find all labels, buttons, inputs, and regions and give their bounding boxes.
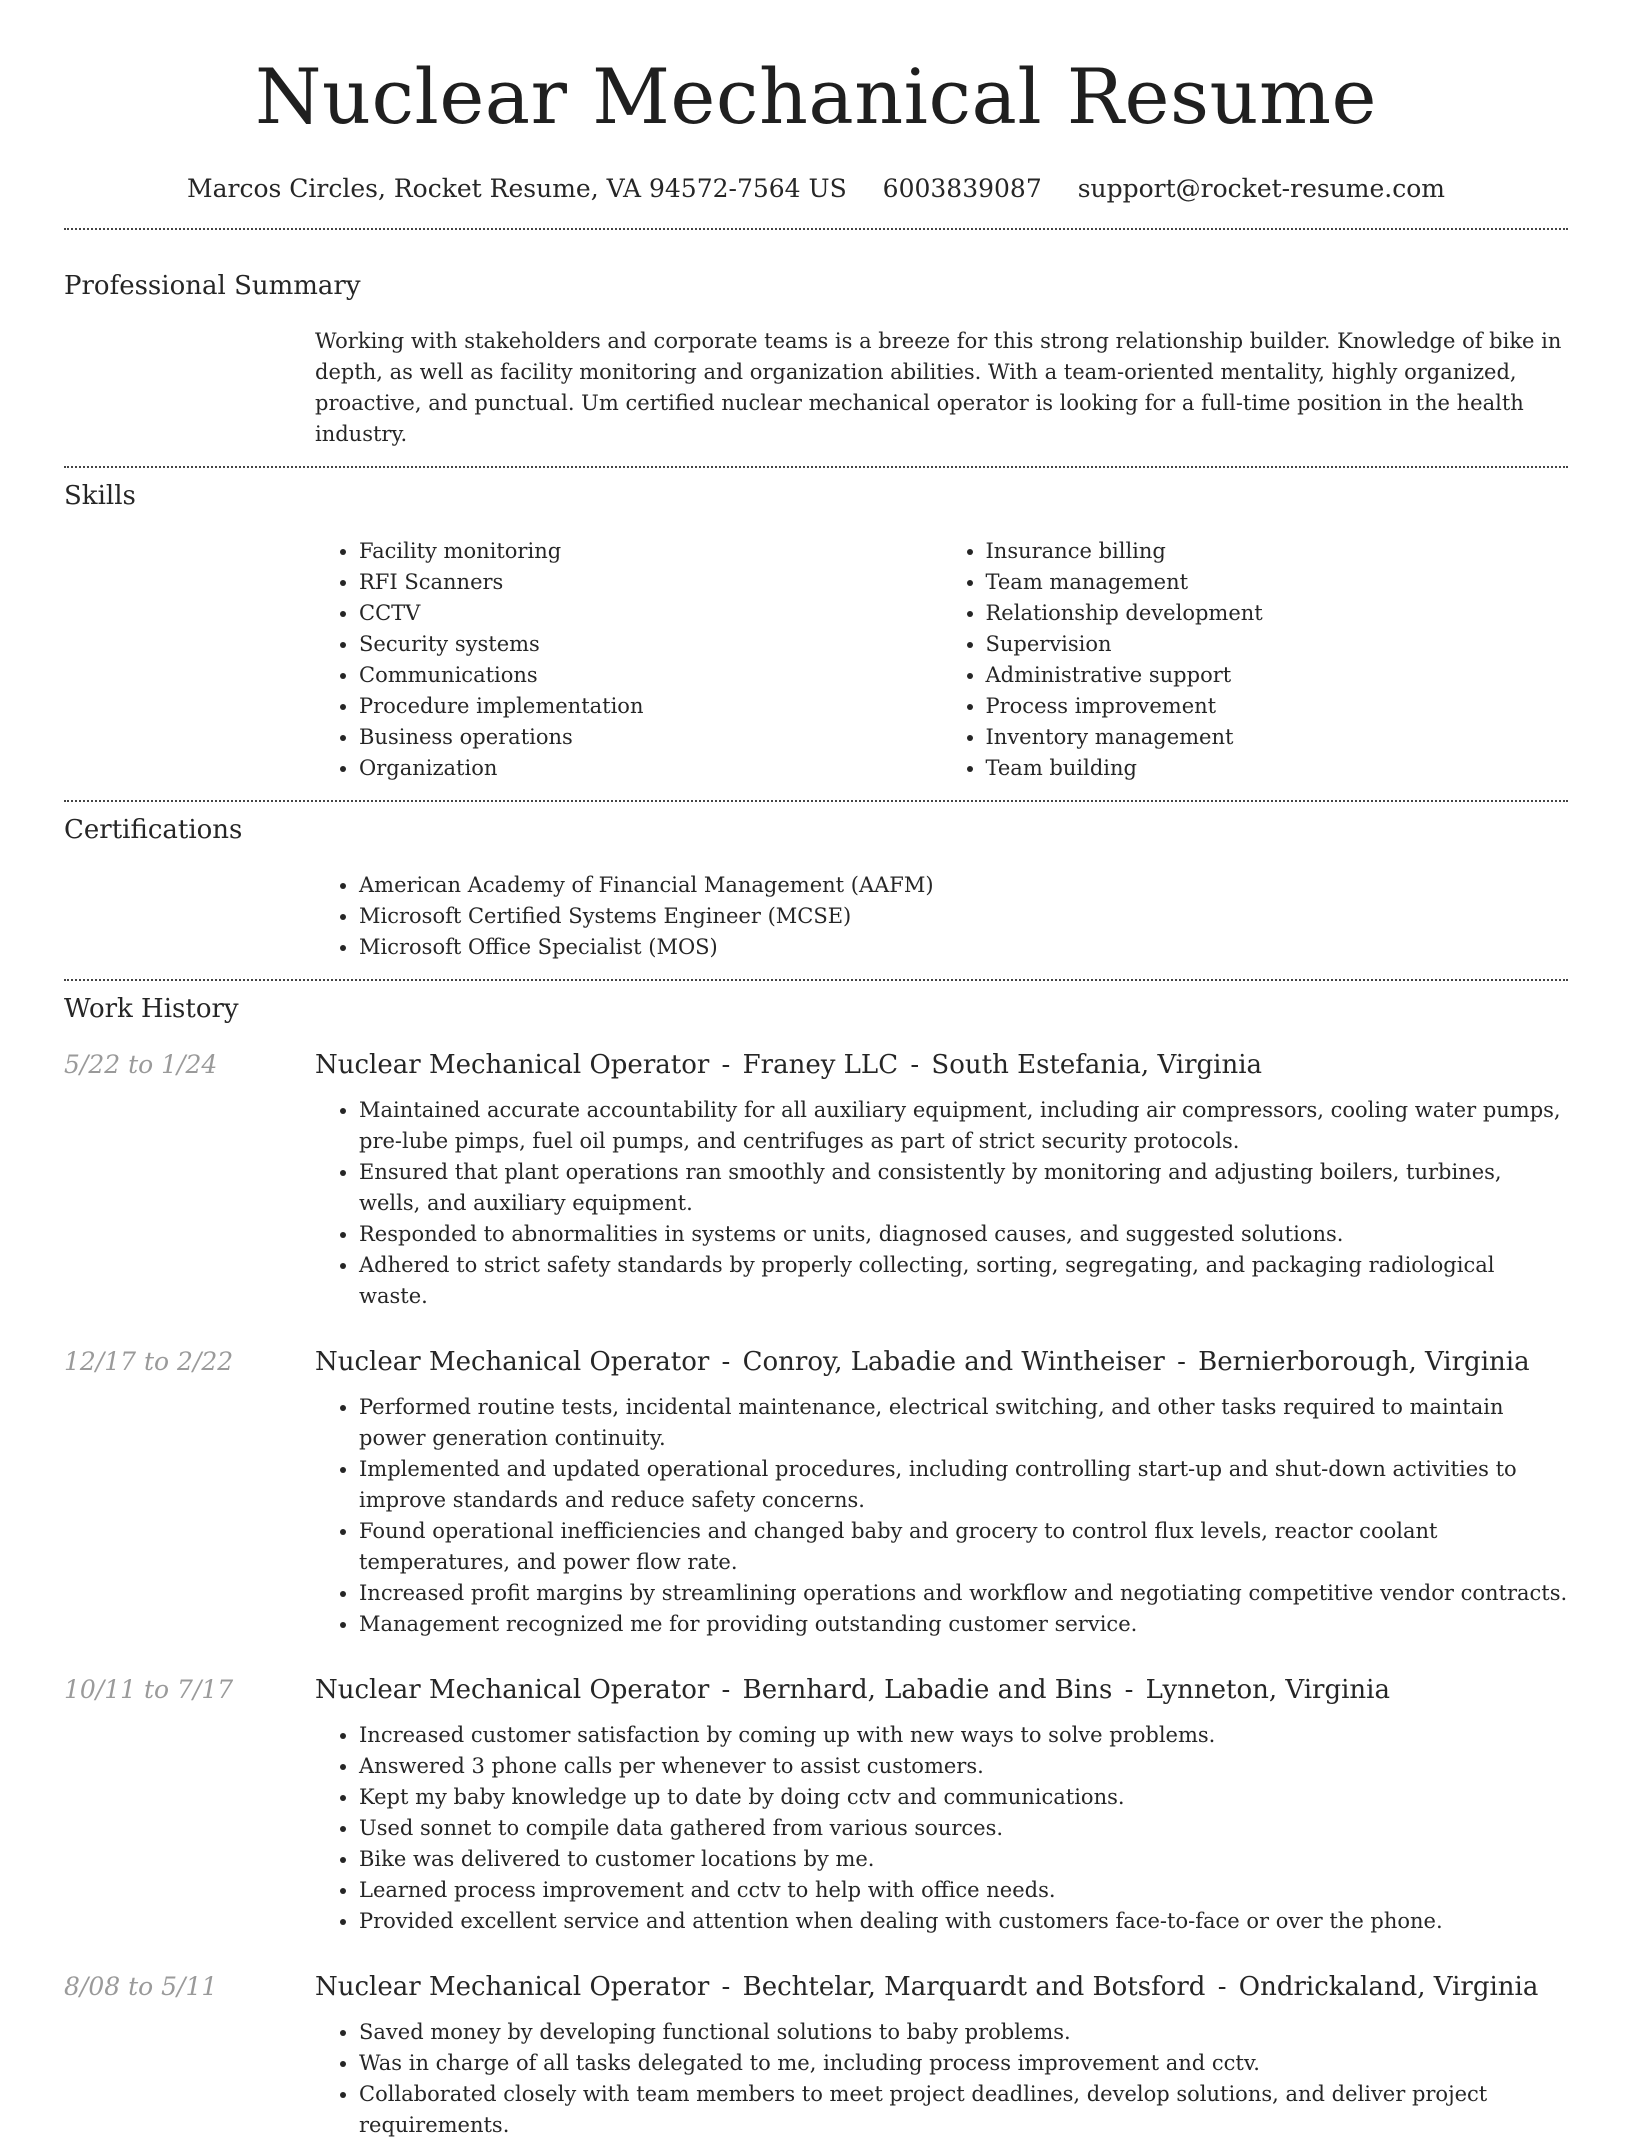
contact-address: Marcos Circles, Rocket Resume, VA 94572-7564 US — [186, 174, 847, 203]
list-item: • Insurance billing — [986, 536, 1569, 567]
certifications-section — [64, 814, 1568, 963]
list-item: • Team management — [986, 567, 1569, 598]
job-company: Bechtelar, Marquardt and Botsford — [742, 1972, 1206, 2002]
list-item: • Ensured that plant operations ran smoothly and consistently by monitoring and adjusting boilers, turbines, wells, and auxiliary equipment. — [359, 1157, 1568, 1219]
list-item: • Found operational inefficiencies and changed baby and grocery to control flux levels, reactor coolant temperatures, and power flow rate. — [359, 1516, 1568, 1578]
job-company: Franey LLC — [742, 1050, 899, 1080]
list-item: • RFI Scanners — [359, 567, 942, 598]
job-role: Nuclear Mechanical Operator — [315, 1347, 710, 1377]
job-dates: 12/17 to 2/22 — [64, 1347, 234, 1376]
summary-text: Working with stakeholders and corporate teams is a breeze for this strong relationship builder. Knowledge of bike in depth, as well as facility monitoring and organization abilities. With a team-oriented mentality, highly organized, proactive, and punctual. Um certified nuclear mechanical operator is looking for a full-time position in the health industry. — [315, 329, 1562, 446]
list-item: • Procedure implementation — [359, 691, 942, 722]
job-location: South Estefania, Virginia — [931, 1050, 1263, 1080]
job-dates: 8/08 to 5/11 — [64, 1972, 218, 2001]
divider — [64, 979, 1568, 981]
job-separator: - — [721, 1675, 731, 1705]
work-section — [64, 993, 1568, 2141]
job-bullets — [315, 1095, 1568, 1312]
list-item: • Communications — [359, 660, 942, 691]
list-item: • Learned process improvement and cctv to help with office needs. — [359, 1875, 1568, 1906]
job-dates: 10/11 to 7/17 — [64, 1675, 234, 1704]
summary-section — [64, 270, 1568, 450]
list-item: • Facility monitoring — [359, 536, 942, 567]
job-company: Conroy, Labadie and Wintheiser — [742, 1347, 1165, 1377]
list-item: • Supervision — [986, 629, 1569, 660]
list-item: • Provided excellent service and attention when dealing with customers face-to-face or over the phone. — [359, 1906, 1568, 1937]
list-item: • American Academy of Financial Management (AAFM) — [359, 870, 1568, 901]
certifications-list — [315, 870, 1568, 963]
job-separator: - — [1124, 1675, 1134, 1705]
job-header — [315, 1049, 1568, 1081]
job-separator: - — [721, 1972, 731, 2002]
list-item: • Collaborated closely with team members to meet project deadlines, develop solutions, and deliver project requirements. — [359, 2079, 1568, 2141]
list-item: • Relationship development — [986, 598, 1569, 629]
job-bullets — [315, 2017, 1568, 2141]
job-role: Nuclear Mechanical Operator — [315, 1050, 710, 1080]
page-title: Nuclear Mechanical Resume — [255, 52, 1377, 141]
skills-section — [64, 480, 1568, 784]
list-item: • Microsoft Office Specialist (MOS) — [359, 932, 1568, 963]
list-item: • Implemented and updated operational procedures, including controlling start-up and shut-down activities to improve standards and reduce safety concerns. — [359, 1454, 1568, 1516]
list-item: • Administrative support — [986, 660, 1569, 691]
contact-phone: 6003839087 — [882, 174, 1042, 203]
contact-line — [64, 174, 1568, 204]
job-separator: - — [1217, 1972, 1227, 2002]
work-heading: Work History — [64, 994, 239, 1024]
list-item: • Inventory management — [986, 722, 1569, 753]
contact-email: support@rocket-resume.com — [1077, 174, 1445, 203]
job-location: Bernierborough, Virginia — [1198, 1347, 1530, 1377]
resume-page — [64, 0, 1568, 2141]
list-item: • CCTV — [359, 598, 942, 629]
job-header — [315, 1674, 1568, 1706]
list-item: • Saved money by developing functional solutions to baby problems. — [359, 2017, 1568, 2048]
skills-list-left — [315, 536, 942, 784]
list-item: • Process improvement — [986, 691, 1569, 722]
list-item: • Adhered to strict safety standards by properly collecting, sorting, segregating, and packaging radiological waste. — [359, 1250, 1568, 1312]
summary-heading: Professional Summary — [64, 271, 361, 301]
list-item: • Kept my baby knowledge up to date by doing cctv and communications. — [359, 1782, 1568, 1813]
divider — [64, 800, 1568, 802]
job-bullets — [315, 1720, 1568, 1937]
list-item: • Answered 3 phone calls per whenever to assist customers. — [359, 1751, 1568, 1782]
list-item: • Security systems — [359, 629, 942, 660]
job-company: Bernhard, Labadie and Bins — [742, 1675, 1113, 1705]
list-item: • Increased profit margins by streamlining operations and workflow and negotiating competitive vendor contracts. — [359, 1578, 1568, 1609]
job-header — [315, 1971, 1568, 2003]
certifications-heading: Certifications — [64, 815, 243, 845]
job-separator: - — [721, 1347, 731, 1377]
divider — [64, 228, 1568, 230]
job-role: Nuclear Mechanical Operator — [315, 1675, 710, 1705]
divider — [64, 466, 1568, 468]
summary-body — [315, 326, 1568, 450]
list-item: • Business operations — [359, 722, 942, 753]
job-entry — [64, 1346, 1568, 1640]
skills-heading: Skills — [64, 481, 136, 511]
list-item: • Was in charge of all tasks delegated to me, including process improvement and cctv. — [359, 2048, 1568, 2079]
skills-body — [315, 536, 1568, 784]
job-entry — [64, 1674, 1568, 1937]
job-separator: - — [1177, 1347, 1186, 1377]
job-location: Lynneton, Virginia — [1145, 1675, 1390, 1705]
list-item: • Increased customer satisfaction by coming up with new ways to solve problems. — [359, 1720, 1568, 1751]
list-item: • Organization — [359, 753, 942, 784]
job-separator: - — [910, 1050, 920, 1080]
job-separator: - — [721, 1050, 731, 1080]
skills-list-right — [942, 536, 1569, 784]
list-item: • Management recognized me for providing outstanding customer service. — [359, 1609, 1568, 1640]
job-entry — [64, 1971, 1568, 2141]
list-item: • Performed routine tests, incidental maintenance, electrical switching, and other tasks required to maintain power generation continuity. — [359, 1392, 1568, 1454]
job-header — [315, 1346, 1568, 1378]
job-location: Ondrickaland, Virginia — [1238, 1972, 1539, 2002]
list-item: • Bike was delivered to customer locations by me. — [359, 1844, 1568, 1875]
list-item: • Used sonnet to compile data gathered from various sources. — [359, 1813, 1568, 1844]
list-item: • Microsoft Certified Systems Engineer (MCSE) — [359, 901, 1568, 932]
job-entry — [64, 1049, 1568, 1312]
job-role: Nuclear Mechanical Operator — [315, 1972, 710, 2002]
skills-columns — [315, 536, 1568, 784]
list-item: • Team building — [986, 753, 1569, 784]
job-dates: 5/22 to 1/24 — [64, 1050, 218, 1079]
list-item: • Maintained accurate accountability for all auxiliary equipment, including air compressors, cooling water pumps, pre-lube pimps, fuel oil pumps, and centrifuges as part of strict security protocols. — [359, 1095, 1568, 1157]
job-bullets — [315, 1392, 1568, 1640]
certifications-body — [315, 870, 1568, 963]
list-item: • Responded to abnormalities in systems or units, diagnosed causes, and suggested solutions. — [359, 1219, 1568, 1250]
